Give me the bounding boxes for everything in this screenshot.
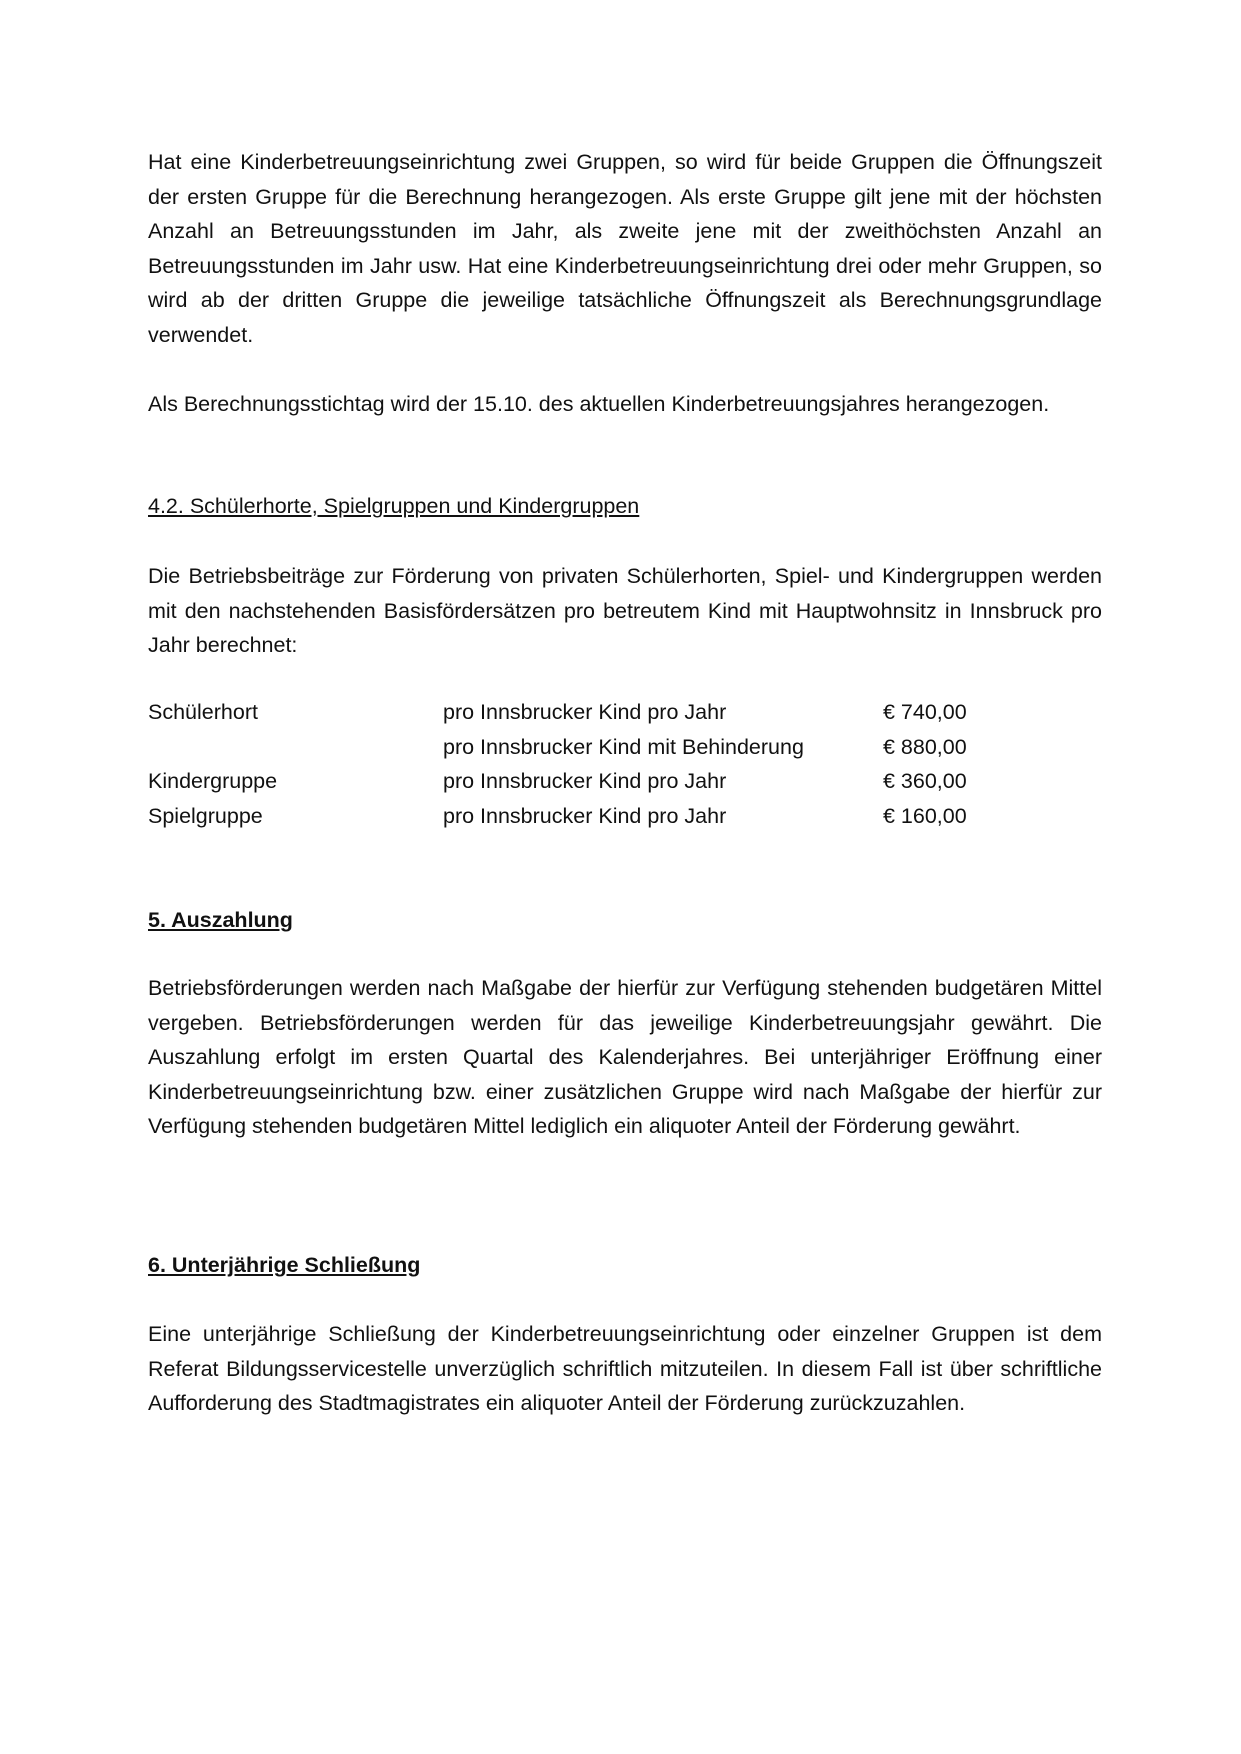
rate-row [148,730,1102,765]
rate-amount: € 160,00 [883,803,967,828]
rate-basis: pro Innsbrucker Kind pro Jahr [443,803,727,828]
paragraph-closure: Eine unterjährige Schließung der Kinderbetreuungseinrichtung oder einzelner Gruppen ist dem Referat Bildungsservicestelle unverzüglich schriftlich mitzuteilen. In diesem Fall ist über schriftliche Aufforderung des Stadtmagistrates ein aliquoter Anteil der Förderung zurückzuzahlen. [148,1322,1102,1416]
rate-amount: € 360,00 [883,769,967,794]
rate-row [148,695,1102,730]
rate-basis: pro Innsbrucker Kind pro Jahr [443,700,727,724]
section-heading-4-2: 4.2. Schülerhorte, Spielgruppen und Kindergruppen [148,494,640,518]
paragraph-reference-date: Als Berechnungsstichtag wird der 15.10. des aktuellen Kinderbetreuungsjahres herangezogen. [148,392,1050,416]
rates-table [148,695,1102,833]
rate-type [148,730,443,765]
paragraph-payout: Betriebsförderungen werden nach Maßgabe der hierfür zur Verfügung stehenden budgetären Mittel vergeben. Betriebsförderungen werden für das jeweilige Kinderbetreuungsjahr gewährt. Die Auszahlung erfolgt im ersten Quartal des Kalenderjahres. Bei unterjähriger Eröffnung einer Kinderbetreuungseinrichtung bzw. einer zusätzlichen Gruppe wird nach Maßgabe der hierfür zur Verfügung stehenden budgetären Mittel lediglich ein aliquoter Anteil der Förderung gewährt. [148,976,1102,1139]
section-heading-5: 5. Auszahlung [148,908,293,932]
rate-row [148,799,1102,834]
rate-amount: € 740,00 [883,700,967,724]
rate-amount: € 880,00 [883,734,967,759]
rate-type: Kindergruppe [148,769,278,794]
paragraph-group-opening-hours: Hat eine Kinderbetreuungseinrichtung zwei Gruppen, so wird für beide Gruppen die Öffnungszeit der ersten Gruppe für die Berechnung herangezogen. Als erste Gruppe gilt jene mit der höchsten Anzahl an Betreuungsstunden im Jahr, als zweite jene mit der zweithöchsten Anzahl an Betreuungsstunden im Jahr usw. Hat eine Kinderbetreuungseinrichtung drei oder mehr Gruppen, so wird ab der dritten Gruppe die jeweilige tatsächliche Öffnungszeit als Berechnungsgrundlage verwendet. [148,150,1102,347]
rate-type: Schülerhort [148,700,258,724]
rate-row [148,764,1102,799]
paragraph-operating-contributions: Die Betriebsbeiträge zur Förderung von privaten Schülerhorten, Spiel- und Kindergruppen werden mit den nachstehenden Basisfördersätzen pro betreutem Kind mit Hauptwohnsitz in Innsbruck pro Jahr berechnet: [148,564,1102,658]
rate-basis: pro Innsbrucker Kind pro Jahr [443,769,727,794]
rate-type: Spielgruppe [148,803,263,828]
rate-basis: pro Innsbrucker Kind mit Behinderung [443,734,804,759]
section-heading-6: 6. Unterjährige Schließung [148,1253,421,1277]
